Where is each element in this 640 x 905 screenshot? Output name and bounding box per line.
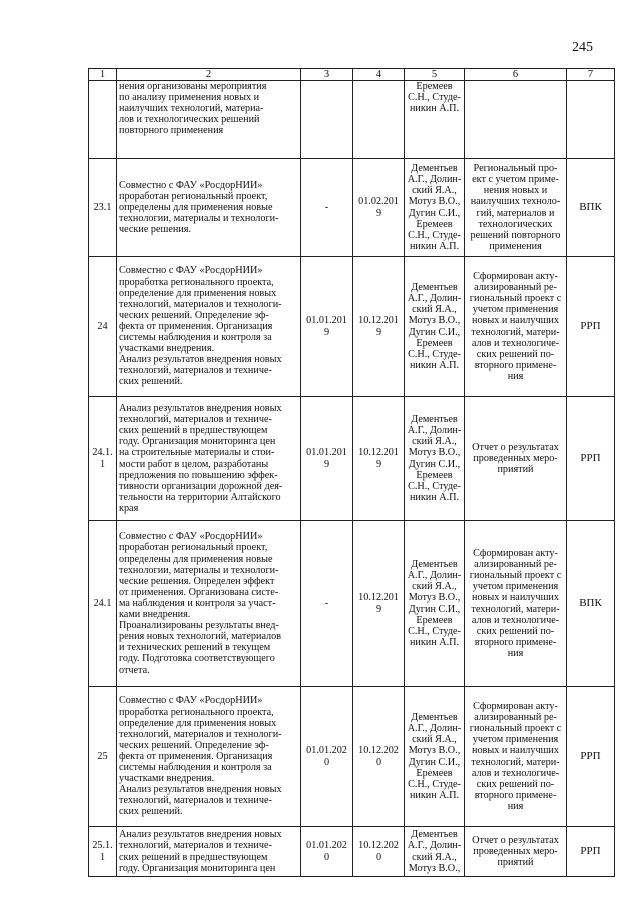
- table-row: [89, 397, 615, 521]
- row-description: Анализ результатов внедрения новых технологий, материалов и техниче- ских решений в предшествующем году. Организация мониторинга цен на строительные материалы и стои- мости работ в целом, разработаны предложения по повышению эффек- тивности организации дорожной дея- тельности на территории Алтайского края: [117, 397, 301, 521]
- row-result: Региональный про- ект с учетом приме- нения новых и наилучших техноло- гий, материалов и технологических решений повторного применения: [465, 159, 567, 257]
- table-row: [89, 257, 615, 397]
- row-number: 23.1: [89, 159, 117, 257]
- row-code: ВПК: [567, 521, 615, 687]
- row-responsible: Дементьев А.Г., Долин- ский Я.А., Мотуз В.О.,: [405, 827, 465, 877]
- page-number: 245: [572, 40, 593, 55]
- row-result: Отчет о результатах проведенных меро- приятий: [465, 397, 567, 521]
- table-row: [89, 687, 615, 827]
- row-responsible: Еремеев С.Н., Студе- никин А.П.: [405, 81, 465, 159]
- row-end-date: 10.12.201 9: [353, 257, 405, 397]
- row-number: 24.1: [89, 521, 117, 687]
- row-result: Сформирован акту- ализированный ре- гиональный проект с учетом применения новых и наилучших технологий, матери- алов и технологиче- ских решений по- вторного примене- ния: [465, 257, 567, 397]
- row-description: Совместно с ФАУ «РосдорНИИ» проработан региональный проект, определены для применения новые технологии, материалы и технологи- ческие решения. Определен эффект от применения. Организована систе- ма наблюдения и контроля за участ- ками внедрения. Проанализированы результаты внед- рения новых технологий, материалов и технических решений в текущем году. Подготовка соответствующего отчета.: [117, 521, 301, 687]
- row-end-date: 10.12.202 0: [353, 687, 405, 827]
- row-description: Анализ результатов внедрения новых технологий, материалов и техниче- ских решений в предшествующем году. Организация мониторинга цен: [117, 827, 301, 877]
- row-start-date: 01.01.202 0: [301, 687, 353, 827]
- header-col-7: 7: [567, 69, 615, 81]
- header-col-6: 6: [465, 69, 567, 81]
- row-number: 25.1. 1: [89, 827, 117, 877]
- header-col-2: 2: [117, 69, 301, 81]
- row-start-date: -: [301, 521, 353, 687]
- row-code: РРП: [567, 257, 615, 397]
- row-start-date: 01.01.201 9: [301, 257, 353, 397]
- row-code: ВПК: [567, 159, 615, 257]
- row-end-date: 10.12.201 9: [353, 521, 405, 687]
- row-number: 24.1. 1: [89, 397, 117, 521]
- row-description: Совместно с ФАУ «РосдорНИИ» проработан региональный проект, определены для применения новые технологии, материалы и технологи- ческие решения.: [117, 159, 301, 257]
- plan-table: [88, 68, 615, 877]
- row-responsible: Дементьев А.Г., Долин- ский Я.А., Мотуз В.О., Дугин С.И., Еремеев С.Н., Студе- никин А.П.: [405, 257, 465, 397]
- table-row: [89, 159, 615, 257]
- row-end-date: 10.12.201 9: [353, 397, 405, 521]
- row-code: РРП: [567, 827, 615, 877]
- row-responsible: Дементьев А.Г., Долин- ский Я.А., Мотуз В.О., Дугин С.И., Еремеев С.Н., Студе- никин А.П.: [405, 687, 465, 827]
- row-end-date: 10.12.202 0: [353, 827, 405, 877]
- row-description: Совместно с ФАУ «РосдорНИИ» проработка регионального проекта, определение для применения новых технологий, материалов и технологи- ческих решений. Определение эф- фекта от применения. Организация системы наблюдения и контроля за участками внедрения. Анализ результатов внедрения новых технологий, материалов и техниче- ских решений.: [117, 257, 301, 397]
- row-result: Сформирован акту- ализированный ре- гиональный проект с учетом применения новых и наилучших технологий, матери- алов и технологиче- ских решений по- вторного примене- ния: [465, 687, 567, 827]
- row-end-date: 01.02.201 9: [353, 159, 405, 257]
- row-responsible: Дементьев А.Г., Долин- ский Я.А., Мотуз В.О., Дугин С.И., Еремеев С.Н., Студе- никин А.П.: [405, 521, 465, 687]
- row-start-date: [301, 81, 353, 159]
- row-description: нения организованы мероприятия по анализу применения новых и наилучших технологий, материа- лов и технологических решений повторного применения: [117, 81, 301, 159]
- row-code: РРП: [567, 687, 615, 827]
- table-row: [89, 81, 615, 159]
- header-col-4: 4: [353, 69, 405, 81]
- row-description: Совместно с ФАУ «РосдорНИИ» проработка регионального проекта, определение для применения новых технологий, материалов и технологи- ческих решений. Определение эф- фекта от применения. Организация системы наблюдения и контроля за участками внедрения. Анализ результатов внедрения новых технологий, материалов и техниче- ских решений.: [117, 687, 301, 827]
- header-col-5: 5: [405, 69, 465, 81]
- row-result: Отчет о результатах проведенных меро- приятий: [465, 827, 567, 877]
- row-end-date: [353, 81, 405, 159]
- table-row: [89, 827, 615, 877]
- table-row: [89, 521, 615, 687]
- row-result: Сформирован акту- ализированный ре- гиональный проект с учетом применения новых и наилучших технологий, матери- алов и технологиче- ских решений по- вторного примене- ния: [465, 521, 567, 687]
- row-start-date: 01.01.201 9: [301, 397, 353, 521]
- header-row: [89, 69, 615, 81]
- header-col-1: 1: [89, 69, 117, 81]
- row-number: [89, 81, 117, 159]
- row-code: РРП: [567, 397, 615, 521]
- row-code: [567, 81, 615, 159]
- row-start-date: 01.01.202 0: [301, 827, 353, 877]
- row-number: 25: [89, 687, 117, 827]
- row-responsible: Дементьев А.Г., Долин- ский Я.А., Мотуз В.О., Дугин С.И., Еремеев С.Н., Студе- никин А.П.: [405, 397, 465, 521]
- row-start-date: -: [301, 159, 353, 257]
- row-result: [465, 81, 567, 159]
- row-responsible: Дементьев А.Г., Долин- ский Я.А., Мотуз В.О., Дугин С.И., Еремеев С.Н., Студе- никин А.П.: [405, 159, 465, 257]
- row-number: 24: [89, 257, 117, 397]
- header-col-3: 3: [301, 69, 353, 81]
